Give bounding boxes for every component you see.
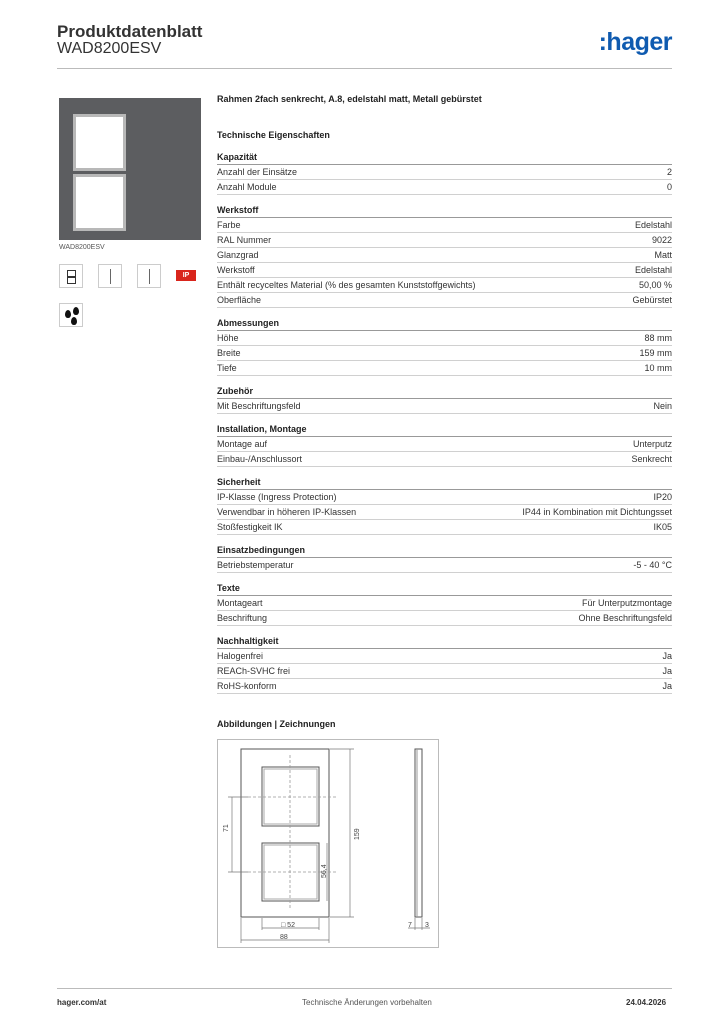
spec-label: Montage auf [217,439,268,449]
spec-row [217,520,672,535]
spec-row [217,361,672,376]
drawing-svg [218,740,438,947]
spec-content [217,94,672,694]
frame-window-bottom [73,174,126,231]
spec-label: Einbau-/Anschlussort [217,454,303,464]
spec-label: RoHS-konform [217,681,277,691]
spec-label: Verwendbar in höheren IP-Klassen [217,507,357,517]
spec-row [217,649,672,664]
photo-label: WAD8200ESV [59,244,105,251]
spec-label: Mit Beschriftungsfeld [217,401,301,411]
spec-row [217,611,672,626]
spec-label: Farbe [217,220,241,230]
dim-56-4: 56,4 [321,864,328,878]
spec-label: IP-Klasse (Ingress Protection) [217,492,337,502]
dim-159: 159 [354,828,361,840]
dim-88: 88 [280,934,288,941]
spec-section [217,204,672,308]
drawings-title: Abbildungen | Zeichnungen [217,719,336,729]
spec-value: Ja [662,651,672,661]
spec-label: Glanzgrad [217,250,259,260]
footer-disclaimer: Technische Änderungen vorbehalten [302,998,432,1007]
spec-row [217,180,672,195]
spec-row [217,664,672,679]
spec-row [217,233,672,248]
spec-row [217,437,672,452]
dim-71: 71 [223,824,230,832]
product-description: Rahmen 2fach senkrecht, A.8, edelstahl matt, Metall gebürstet [217,94,482,104]
spec-row [217,505,672,520]
dim-52: □ 52 [281,922,295,929]
spec-sections [217,151,672,694]
frame-window-top [73,114,126,171]
spec-value: Edelstahl [634,265,672,275]
footer-divider [57,988,672,989]
tech-heading: Technische Eigenschaften [217,130,330,140]
spec-value: 10 mm [644,363,672,373]
dim-3: 3 [425,922,429,929]
section-title: Zubehör [217,385,672,399]
line-icon [137,264,161,288]
spec-section [217,544,672,573]
spec-value: Nein [653,401,672,411]
section-title: Werkstoff [217,204,672,218]
spec-label: Stoßfestigkeit IK [217,522,283,532]
spec-value: Senkrecht [631,454,672,464]
product-photo [59,98,201,240]
spec-row [217,679,672,694]
spec-label: Höhe [217,333,239,343]
section-title: Nachhaltigkeit [217,635,672,649]
spec-value: -5 - 40 °C [633,560,672,570]
spec-label: Anzahl der Einsätze [217,167,298,177]
dim-7: 7 [408,922,412,929]
spec-label: Beschriftung [217,613,268,623]
spec-value: Gebürstet [632,295,672,305]
section-title: Kapazität [217,151,672,165]
water-drops-icon [59,303,83,327]
spec-label: Anzahl Module [217,182,277,192]
spec-value: 88 mm [644,333,672,343]
spec-section [217,151,672,195]
spec-value: 50,00 % [638,280,672,290]
spec-label: Betriebstemperatur [217,560,294,570]
spec-row [217,452,672,467]
spec-row [217,596,672,611]
spec-section [217,423,672,467]
spec-value: 159 mm [639,348,672,358]
line-icon [98,264,122,288]
spec-value: IP20 [653,492,672,502]
spec-value: IP44 in Kombination mit Dichtungsset [522,507,672,517]
spec-section [217,582,672,626]
spec-row [217,331,672,346]
spec-row [217,218,672,233]
spec-label: Breite [217,348,241,358]
spec-value: Ja [662,666,672,676]
spec-row [217,278,672,293]
ip-icon: IP [176,270,196,281]
spec-row [217,263,672,278]
spec-row [217,399,672,414]
spec-label: Tiefe [217,363,237,373]
article-number: WAD8200ESV [57,40,162,57]
section-title: Abmessungen [217,317,672,331]
spec-label: REACh-SVHC frei [217,666,291,676]
spec-value: Ja [662,681,672,691]
spec-row [217,165,672,180]
spec-section [217,385,672,414]
spec-value: Für Unterputzmontage [581,598,672,608]
header-divider [57,68,672,69]
section-title: Installation, Montage [217,423,672,437]
spec-row [217,248,672,263]
footer-website-link[interactable]: hager.com/at [57,998,107,1007]
spec-value: Matt [654,250,672,260]
spec-label: Montageart [217,598,263,608]
page-title: Produktdatenblatt [57,22,203,41]
spec-section [217,635,672,694]
spec-row [217,293,672,308]
spec-row [217,346,672,361]
spec-label: Enthält recyceltes Material (% des gesamten Kunststoffgewichts) [217,280,476,290]
spec-row [217,490,672,505]
spec-value: Ohne Beschriftungsfeld [578,613,672,623]
spec-value: Edelstahl [634,220,672,230]
hager-logo: :hager [598,28,672,56]
section-title: Texte [217,582,672,596]
spec-value: Unterputz [632,439,672,449]
spec-label: Halogenfrei [217,651,264,661]
spec-value: 9022 [651,235,672,245]
spec-value: IK05 [653,522,672,532]
spec-label: Werkstoff [217,265,255,275]
technical-drawing [217,739,439,948]
spec-label: RAL Nummer [217,235,272,245]
spec-section [217,317,672,376]
spec-value: 2 [666,167,672,177]
spec-row [217,558,672,573]
hand-operated-icon [59,264,83,288]
spec-section [217,476,672,535]
section-title: Einsatzbedingungen [217,544,672,558]
footer-date: 24.04.2026 [626,998,667,1007]
section-title: Sicherheit [217,476,672,490]
spec-value: 0 [666,182,672,192]
spec-label: Oberfläche [217,295,262,305]
